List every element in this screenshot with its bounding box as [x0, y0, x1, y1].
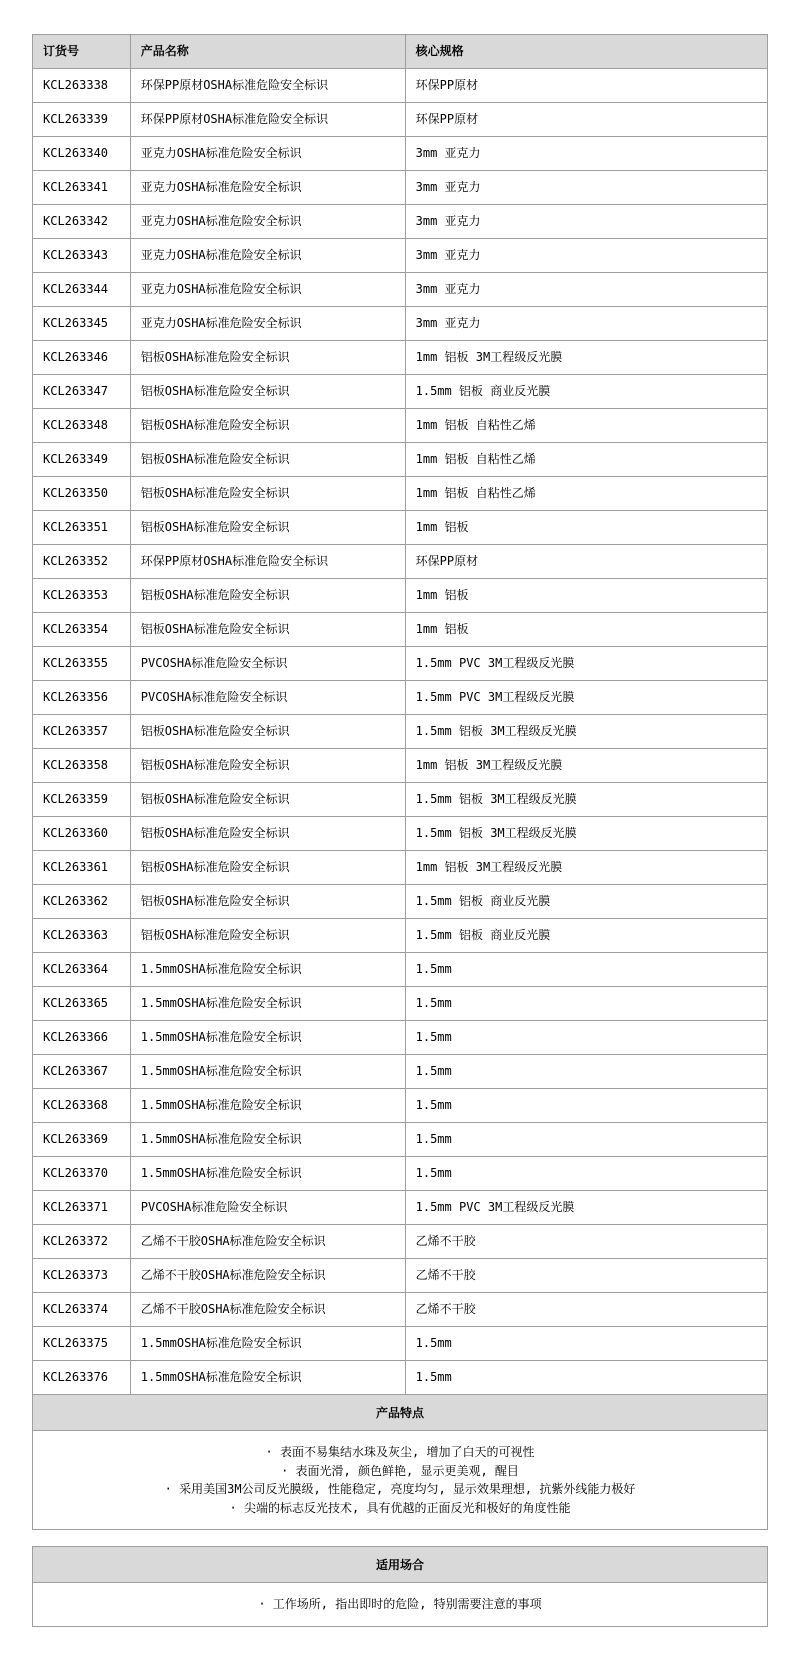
spec-cell: 1.5mm — [405, 1361, 767, 1395]
order-no-cell: KCL263364 — [33, 953, 131, 987]
order-no-cell: KCL263361 — [33, 851, 131, 885]
spec-cell: 1.5mm — [405, 1021, 767, 1055]
order-no-cell: KCL263365 — [33, 987, 131, 1021]
table-row — [33, 1327, 768, 1361]
product-name-cell: 铝板OSHA标准危险安全标识 — [130, 715, 405, 749]
spec-cell: 环保PP原材 — [405, 69, 767, 103]
spec-cell: 乙烯不干胶 — [405, 1293, 767, 1327]
table-row — [33, 341, 768, 375]
table-row — [33, 1055, 768, 1089]
table-row — [33, 69, 768, 103]
order-no-cell: KCL263372 — [33, 1225, 131, 1259]
product-name-cell: 铝板OSHA标准危险安全标识 — [130, 341, 405, 375]
product-name-cell: 乙烯不干胶OSHA标准危险安全标识 — [130, 1293, 405, 1327]
order-no-cell: KCL263358 — [33, 749, 131, 783]
order-no-cell: KCL263370 — [33, 1157, 131, 1191]
order-no-cell: KCL263366 — [33, 1021, 131, 1055]
product-name-cell: 1.5mmOSHA标准危险安全标识 — [130, 1089, 405, 1123]
table-row — [33, 545, 768, 579]
table-row — [33, 1259, 768, 1293]
order-no-cell: KCL263345 — [33, 307, 131, 341]
spec-cell: 1.5mm — [405, 987, 767, 1021]
product-name-cell: 环保PP原材OSHA标准危险安全标识 — [130, 69, 405, 103]
table-row — [33, 443, 768, 477]
order-no-cell: KCL263342 — [33, 205, 131, 239]
product-name-cell: 亚克力OSHA标准危险安全标识 — [130, 307, 405, 341]
table-row — [33, 477, 768, 511]
spec-cell: 环保PP原材 — [405, 545, 767, 579]
table-header-row — [33, 35, 768, 69]
product-name-cell: 铝板OSHA标准危险安全标识 — [130, 885, 405, 919]
product-name-cell: 铝板OSHA标准危险安全标识 — [130, 511, 405, 545]
table-row — [33, 613, 768, 647]
product-name-cell: 1.5mmOSHA标准危险安全标识 — [130, 1327, 405, 1361]
column-header-product-name: 产品名称 — [130, 35, 405, 69]
table-row — [33, 647, 768, 681]
bullet-line: · 工作场所, 指出即时的危险, 特别需要注意的事项 — [258, 1597, 542, 1612]
table-row — [33, 1157, 768, 1191]
spec-cell: 1mm 铝板 — [405, 511, 767, 545]
spec-cell: 1.5mm — [405, 1089, 767, 1123]
order-no-cell: KCL263375 — [33, 1327, 131, 1361]
product-name-cell: 1.5mmOSHA标准危险安全标识 — [130, 1021, 405, 1055]
spec-cell: 1mm 铝板 3M工程级反光膜 — [405, 341, 767, 375]
product-name-cell: 铝板OSHA标准危险安全标识 — [130, 749, 405, 783]
order-no-cell: KCL263373 — [33, 1259, 131, 1293]
product-name-cell: 亚克力OSHA标准危险安全标识 — [130, 205, 405, 239]
product-name-cell: 铝板OSHA标准危险安全标识 — [130, 817, 405, 851]
product-name-cell: 1.5mmOSHA标准危险安全标识 — [130, 1157, 405, 1191]
product-name-cell: 铝板OSHA标准危险安全标识 — [130, 443, 405, 477]
spec-cell: 1.5mm PVC 3M工程级反光膜 — [405, 647, 767, 681]
product-name-cell: PVCOSHA标准危险安全标识 — [130, 647, 405, 681]
order-no-cell: KCL263351 — [33, 511, 131, 545]
order-no-cell: KCL263338 — [33, 69, 131, 103]
spec-cell: 1mm 铝板 — [405, 613, 767, 647]
spec-cell: 1mm 铝板 自粘性乙烯 — [405, 477, 767, 511]
table-row — [33, 953, 768, 987]
order-no-cell: KCL263371 — [33, 1191, 131, 1225]
order-no-cell: KCL263376 — [33, 1361, 131, 1395]
order-no-cell: KCL263367 — [33, 1055, 131, 1089]
product-features-list — [32, 1431, 768, 1530]
product-name-cell: 铝板OSHA标准危险安全标识 — [130, 613, 405, 647]
order-no-cell: KCL263363 — [33, 919, 131, 953]
product-name-cell: 1.5mmOSHA标准危险安全标识 — [130, 1361, 405, 1395]
table-row — [33, 409, 768, 443]
product-features-section — [32, 1395, 768, 1530]
column-header-spec: 核心规格 — [405, 35, 767, 69]
spec-cell: 1.5mm 铝板 商业反光膜 — [405, 375, 767, 409]
spec-cell: 1mm 铝板 自粘性乙烯 — [405, 409, 767, 443]
spec-cell: 1.5mm PVC 3M工程级反光膜 — [405, 1191, 767, 1225]
spec-cell: 乙烯不干胶 — [405, 1225, 767, 1259]
bullet-line: · 采用美国3M公司反光膜级, 性能稳定, 亮度均匀, 显示效果理想, 抗紫外线能力极好 — [164, 1482, 636, 1497]
table-row — [33, 239, 768, 273]
spec-cell: 1.5mm — [405, 1123, 767, 1157]
product-name-cell: 亚克力OSHA标准危险安全标识 — [130, 137, 405, 171]
product-name-cell: 亚克力OSHA标准危险安全标识 — [130, 273, 405, 307]
table-row — [33, 715, 768, 749]
table-row — [33, 375, 768, 409]
product-name-cell: 铝板OSHA标准危险安全标识 — [130, 409, 405, 443]
order-no-cell: KCL263354 — [33, 613, 131, 647]
order-no-cell: KCL263356 — [33, 681, 131, 715]
spec-cell: 1.5mm 铝板 3M工程级反光膜 — [405, 715, 767, 749]
applicable-occasions-list — [32, 1583, 768, 1627]
product-spec-table — [32, 34, 768, 1395]
product-name-cell: 铝板OSHA标准危险安全标识 — [130, 477, 405, 511]
order-no-cell: KCL263368 — [33, 1089, 131, 1123]
order-no-cell: KCL263359 — [33, 783, 131, 817]
product-name-cell: 铝板OSHA标准危险安全标识 — [130, 579, 405, 613]
spec-cell: 1.5mm — [405, 1055, 767, 1089]
product-name-cell: 1.5mmOSHA标准危险安全标识 — [130, 1123, 405, 1157]
product-name-cell: 铝板OSHA标准危险安全标识 — [130, 375, 405, 409]
table-row — [33, 103, 768, 137]
order-no-cell: KCL263339 — [33, 103, 131, 137]
product-name-cell: 环保PP原材OSHA标准危险安全标识 — [130, 103, 405, 137]
bullet-line: · 表面不易集结水珠及灰尘, 增加了白天的可视性 — [265, 1445, 535, 1459]
order-no-cell: KCL263353 — [33, 579, 131, 613]
spec-cell: 1mm 铝板 — [405, 579, 767, 613]
table-row — [33, 681, 768, 715]
product-name-cell: 亚克力OSHA标准危险安全标识 — [130, 239, 405, 273]
spec-cell: 3mm 亚克力 — [405, 273, 767, 307]
order-no-cell: KCL263374 — [33, 1293, 131, 1327]
table-row — [33, 1021, 768, 1055]
table-row — [33, 817, 768, 851]
table-row — [33, 1293, 768, 1327]
order-no-cell: KCL263349 — [33, 443, 131, 477]
spec-cell: 3mm 亚克力 — [405, 239, 767, 273]
order-no-cell: KCL263362 — [33, 885, 131, 919]
table-row — [33, 1123, 768, 1157]
table-row — [33, 783, 768, 817]
spec-cell: 1.5mm — [405, 1327, 767, 1361]
product-name-cell: 亚克力OSHA标准危险安全标识 — [130, 171, 405, 205]
spec-cell: 1.5mm PVC 3M工程级反光膜 — [405, 681, 767, 715]
spec-cell: 1.5mm 铝板 商业反光膜 — [405, 885, 767, 919]
table-row — [33, 511, 768, 545]
spec-cell: 环保PP原材 — [405, 103, 767, 137]
order-no-cell: KCL263357 — [33, 715, 131, 749]
table-row — [33, 579, 768, 613]
product-name-cell: 铝板OSHA标准危险安全标识 — [130, 919, 405, 953]
table-row — [33, 919, 768, 953]
product-name-cell: 1.5mmOSHA标准危险安全标识 — [130, 1055, 405, 1089]
spec-cell: 乙烯不干胶 — [405, 1259, 767, 1293]
order-no-cell: KCL263350 — [33, 477, 131, 511]
order-no-cell: KCL263341 — [33, 171, 131, 205]
table-body — [33, 69, 768, 1395]
product-name-cell: 1.5mmOSHA标准危险安全标识 — [130, 953, 405, 987]
order-no-cell: KCL263347 — [33, 375, 131, 409]
column-header-order-no: 订货号 — [33, 35, 131, 69]
table-row — [33, 885, 768, 919]
table-row — [33, 1361, 768, 1395]
section-title-product-features: 产品特点 — [32, 1395, 768, 1431]
product-name-cell: PVCOSHA标准危险安全标识 — [130, 681, 405, 715]
order-no-cell: KCL263355 — [33, 647, 131, 681]
spec-cell: 1.5mm 铝板 3M工程级反光膜 — [405, 817, 767, 851]
spec-cell: 1.5mm 铝板 商业反光膜 — [405, 919, 767, 953]
product-name-cell: 乙烯不干胶OSHA标准危险安全标识 — [130, 1259, 405, 1293]
section-title-applicable-occasions: 适用场合 — [32, 1546, 768, 1583]
order-no-cell: KCL263348 — [33, 409, 131, 443]
spec-cell: 1mm 铝板 3M工程级反光膜 — [405, 749, 767, 783]
applicable-occasions-section — [32, 1546, 768, 1627]
table-row — [33, 137, 768, 171]
order-no-cell: KCL263346 — [33, 341, 131, 375]
order-no-cell: KCL263369 — [33, 1123, 131, 1157]
product-name-cell: 1.5mmOSHA标准危险安全标识 — [130, 987, 405, 1021]
bullet-line: · 表面光滑, 颜色鲜艳, 显示更美观, 醒目 — [281, 1463, 519, 1478]
spec-cell: 1.5mm — [405, 1157, 767, 1191]
order-no-cell: KCL263352 — [33, 545, 131, 579]
order-no-cell: KCL263360 — [33, 817, 131, 851]
spec-cell: 3mm 亚克力 — [405, 307, 767, 341]
product-name-cell: PVCOSHA标准危险安全标识 — [130, 1191, 405, 1225]
spec-cell: 3mm 亚克力 — [405, 171, 767, 205]
spec-cell: 3mm 亚克力 — [405, 205, 767, 239]
table-row — [33, 205, 768, 239]
bullet-line: · 尖端的标志反光技术, 具有优越的正面反光和极好的角度性能 — [229, 1500, 571, 1515]
spec-cell: 1.5mm 铝板 3M工程级反光膜 — [405, 783, 767, 817]
spec-cell: 1mm 铝板 自粘性乙烯 — [405, 443, 767, 477]
order-no-cell: KCL263340 — [33, 137, 131, 171]
table-row — [33, 851, 768, 885]
table-row — [33, 171, 768, 205]
spec-cell: 1.5mm — [405, 953, 767, 987]
table-row — [33, 1089, 768, 1123]
order-no-cell: KCL263343 — [33, 239, 131, 273]
table-row — [33, 749, 768, 783]
table-row — [33, 1225, 768, 1259]
order-no-cell: KCL263344 — [33, 273, 131, 307]
product-name-cell: 环保PP原材OSHA标准危险安全标识 — [130, 545, 405, 579]
table-row — [33, 307, 768, 341]
product-name-cell: 乙烯不干胶OSHA标准危险安全标识 — [130, 1225, 405, 1259]
spec-cell: 3mm 亚克力 — [405, 137, 767, 171]
table-row — [33, 273, 768, 307]
table-row — [33, 987, 768, 1021]
spec-cell: 1mm 铝板 3M工程级反光膜 — [405, 851, 767, 885]
product-name-cell: 铝板OSHA标准危险安全标识 — [130, 783, 405, 817]
product-name-cell: 铝板OSHA标准危险安全标识 — [130, 851, 405, 885]
table-row — [33, 1191, 768, 1225]
